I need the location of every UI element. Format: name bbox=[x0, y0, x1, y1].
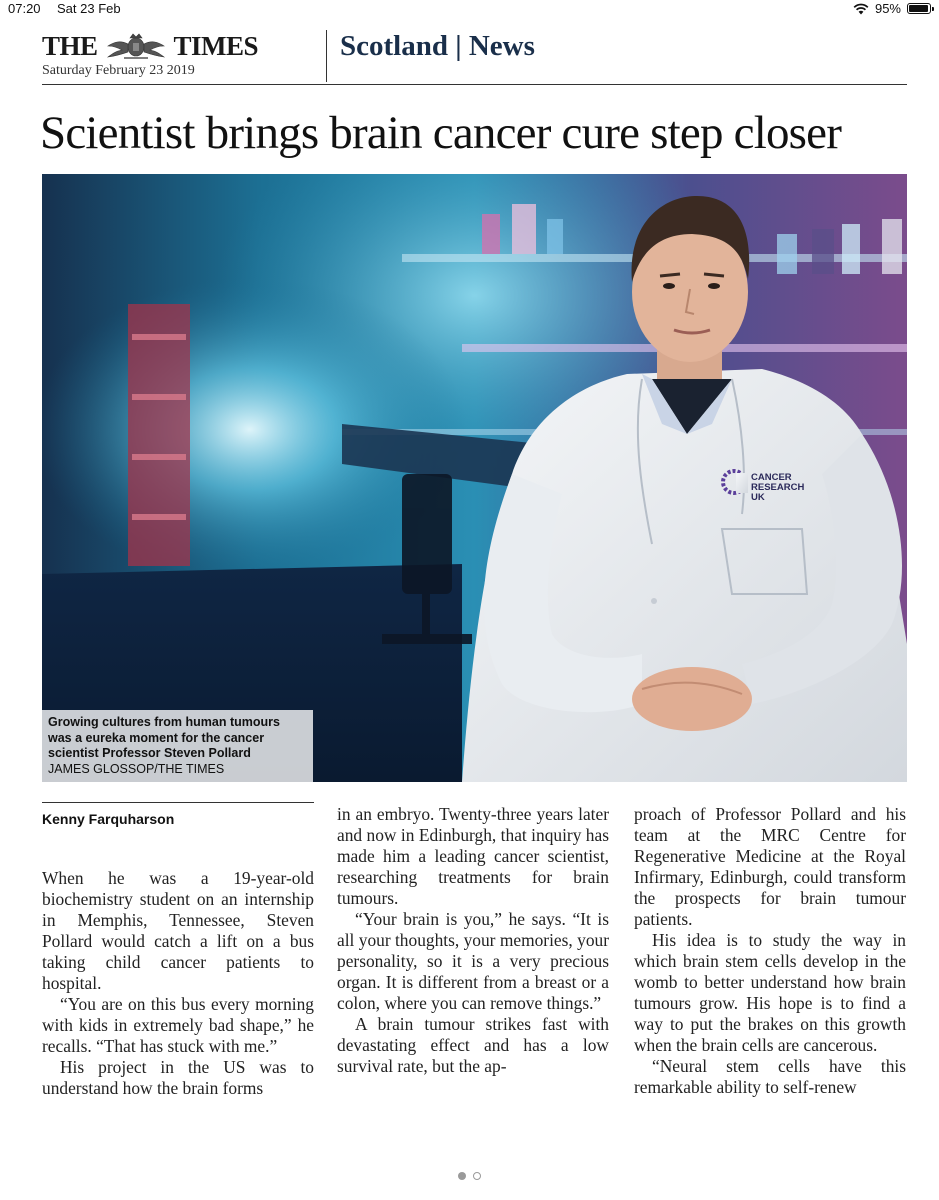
article-headline: Scientist brings brain cancer cure step closer bbox=[40, 107, 842, 159]
paragraph: proach of Professor Pollard and his team at the MRC Centre for Regenerative Medicine at the Royal Infirmary, Edinburgh, could transform the prospects for brain tumour patients. bbox=[634, 804, 906, 929]
logo-line-1: CANCER bbox=[751, 472, 792, 483]
photo-caption bbox=[42, 710, 313, 782]
photo-credit: JAMES GLOSSOP/THE TIMES bbox=[48, 761, 225, 776]
brand-times: TIMES bbox=[173, 30, 259, 61]
column-1-text bbox=[42, 868, 314, 1099]
paragraph: “You are on this bus every morning with kids in extremely bad shape,” he recalls. “That has stuck with me.” bbox=[42, 994, 314, 1056]
byline: Kenny Farquharson bbox=[42, 811, 175, 827]
status-bar bbox=[0, 0, 939, 18]
status-date: Sat 23 Feb bbox=[57, 1, 121, 16]
royal-crest-icon bbox=[100, 32, 172, 60]
page-dot-1[interactable] bbox=[458, 1172, 466, 1180]
logo-line-2: RESEARCH bbox=[751, 482, 805, 493]
paragraph: A brain tumour strikes fast with devastating effect and has a low survival rate, but the ap- bbox=[337, 1014, 609, 1076]
caption-text: Growing cultures from human tumours was a eureka moment for the cancer scientist Professor Steven Pollard bbox=[48, 715, 280, 760]
masthead bbox=[42, 26, 907, 85]
paragraph: “Neural stem cells have this remarkable ability to self-renew bbox=[634, 1056, 906, 1097]
battery-percent: 95% bbox=[874, 1, 901, 16]
times-logo[interactable] bbox=[42, 30, 258, 62]
article-photo[interactable] bbox=[42, 174, 907, 782]
status-time: 07:20 bbox=[8, 1, 41, 16]
brand-the: THE bbox=[42, 30, 98, 61]
status-right bbox=[853, 1, 931, 16]
column-3-text bbox=[634, 804, 906, 1098]
paragraph: His project in the US was to understand how the brain forms bbox=[42, 1057, 314, 1098]
paragraph: His idea is to study the way in which brain stem cells develop in the womb to better understand how brain tumours grow. His hope is to find a way to put the brakes on this growth when the brain cells are cancerous. bbox=[634, 930, 906, 1055]
issue-date: Saturday February 23 2019 bbox=[42, 63, 195, 78]
page-dot-2[interactable] bbox=[473, 1172, 481, 1180]
battery-icon bbox=[907, 3, 931, 14]
logo-line-3: UK bbox=[751, 492, 765, 503]
page-indicator[interactable] bbox=[0, 1172, 939, 1180]
paragraph: When he was a 19-year-old biochemistry student on an internship in Memphis, Tennessee, Steven Pollard would catch a lift on a bus taking child cancer patients to hospital. bbox=[42, 868, 314, 993]
byline-rule bbox=[42, 802, 314, 803]
wifi-icon bbox=[853, 3, 869, 15]
paragraph: in an embryo. Twenty-three years later and now in Edinburgh, that inquiry has made him a leading cancer scientist, researching treatments for brain tumours. bbox=[337, 804, 609, 908]
paragraph: “Your brain is you,” he says. “It is all your thoughts, your memories, your personality, so it is a very precious organ. It is different from a breast or a colon, where you can remove things.” bbox=[337, 909, 609, 1013]
lab-photo-illustration bbox=[42, 174, 907, 782]
masthead-divider bbox=[326, 30, 327, 82]
section-title[interactable]: Scotland | News bbox=[340, 30, 535, 62]
column-2-text bbox=[337, 804, 609, 1077]
